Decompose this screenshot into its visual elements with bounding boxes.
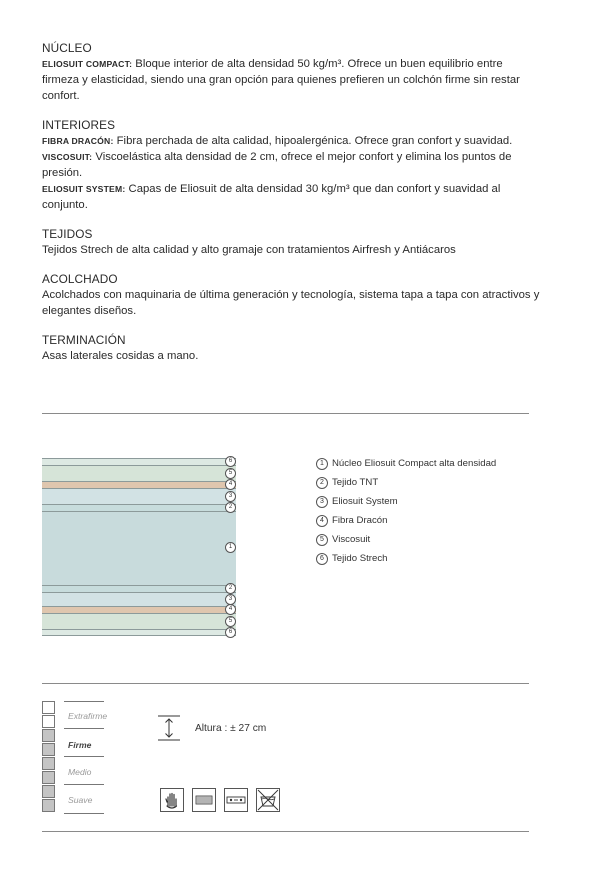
inline-label: FIBRA DRACÓN: (42, 136, 114, 146)
section-text: Asas laterales cosidas a mano. (42, 350, 199, 362)
divider-bottom (42, 831, 529, 832)
ventilation-icon (224, 788, 248, 812)
firmness-divider (64, 728, 104, 729)
firmness-divider (64, 784, 104, 785)
firmness-divider (64, 756, 104, 757)
layer-strech-bottom (42, 629, 236, 636)
legend-item (316, 553, 496, 572)
layer-core (42, 511, 236, 585)
section-interiores (42, 117, 542, 213)
legend-number: 2 (316, 477, 328, 489)
section-line (42, 181, 542, 213)
textile-icon (192, 788, 216, 812)
inline-text: Capas de Eliosuit de alta densidad 30 kg/m³ que dan confort y suavidad al conjunto. (42, 183, 501, 211)
inline-text: Fibra perchada de alta calidad, hipoalergénica. Ofrece gran confort y suavidad. (113, 135, 513, 147)
firmness-divider (64, 701, 104, 702)
legend-number: 5 (316, 534, 328, 546)
firmness-label: Firme (68, 740, 92, 750)
inline-text: Bloque interior de alta densidad 50 kg/m³. Ofrece un buen equilibrio entre firmeza y elasticidad, siendo una gran opción para quienes prefieren un colchón firme sin restar confort. (42, 58, 520, 102)
firmness-box (42, 799, 55, 812)
layer-number: 3 (225, 594, 236, 605)
legend-label: Núcleo Eliosuit Compact alta densidad (332, 458, 497, 469)
legend-item (316, 458, 496, 477)
mattress-layer-diagram (42, 458, 236, 636)
section-title: TEJIDOS (42, 227, 93, 241)
section-title: TERMINACIÓN (42, 333, 126, 347)
layer-number: 2 (225, 502, 236, 513)
firmness-box (42, 785, 55, 798)
layer-number: 4 (225, 604, 236, 615)
inline-text: Viscoelástica alta densidad de 2 cm, ofrece el mejor confort y elimina los puntos de presión. (42, 151, 512, 179)
divider-middle (42, 683, 529, 684)
layer-number: 4 (225, 479, 236, 490)
section-title: ACOLCHADO (42, 272, 118, 286)
legend-label: Viscosuit (332, 534, 371, 545)
layer-strech-top (42, 458, 236, 465)
legend-number: 6 (316, 553, 328, 565)
section-title: NÚCLEO (42, 41, 92, 55)
hand-wash-icon (160, 788, 184, 812)
layer-number: 6 (225, 456, 236, 467)
firmness-box (42, 715, 55, 728)
firmness-label: Medio (68, 767, 92, 777)
legend-number: 4 (316, 515, 328, 527)
section-text: Acolchados con maquinaria de última generación y tecnología, sistema tapa a tapa con atractivos y elegantes diseños. (42, 289, 540, 317)
legend-label: Tejido Strech (332, 553, 388, 564)
layer-system-top (42, 488, 236, 504)
firmness-box (42, 701, 55, 714)
section-nucleo (42, 40, 542, 104)
firmness-box (42, 743, 55, 756)
layer-legend (316, 458, 496, 572)
layer-dracon-top (42, 481, 236, 488)
legend-item (316, 534, 496, 553)
inline-label: ELIOSUIT SYSTEM: (42, 184, 126, 194)
section-line (42, 133, 542, 149)
firmness-box (42, 771, 55, 784)
inline-label: VISCOSUIT: (42, 152, 93, 162)
layer-system-bottom (42, 592, 236, 606)
legend-item (316, 477, 496, 496)
firmness-label: Extrafirme (68, 711, 108, 721)
layer-number: 1 (225, 542, 236, 553)
height-value: Altura : ± 27 cm (195, 723, 267, 734)
section-tejidos (42, 226, 542, 258)
firmness-box (42, 757, 55, 770)
section-title: INTERIORES (42, 118, 116, 132)
legend-label: Tejido TNT (332, 477, 379, 488)
layer-dracon-bottom (42, 606, 236, 613)
legend-number: 1 (316, 458, 328, 470)
layer-number: 2 (225, 583, 236, 594)
section-text: Tejidos Strech de alta calidad y alto gramaje con tratamientos Airfresh y Antiácaros (42, 244, 456, 256)
inline-label: ELIOSUIT COMPACT: (42, 59, 133, 69)
layer-number: 5 (225, 468, 236, 479)
layer-tnt-top (42, 504, 236, 511)
legend-label: Fibra Dracón (332, 515, 388, 526)
layer-number: 5 (225, 616, 236, 627)
layer-number: 6 (225, 627, 236, 638)
layer-number: 3 (225, 491, 236, 502)
specifications (42, 40, 542, 377)
firmness-label: Suave (68, 795, 93, 805)
section-line (42, 149, 542, 181)
firmness-divider (64, 813, 104, 814)
divider-top (42, 413, 529, 414)
section-acolchado (42, 271, 542, 319)
layer-viscosuit-bottom (42, 613, 236, 629)
legend-item (316, 515, 496, 534)
layer-tnt-bottom (42, 585, 236, 592)
layer-viscosuit-top (42, 465, 236, 481)
height-arrow-icon (157, 715, 181, 741)
legend-item (316, 496, 496, 515)
firmness-box (42, 729, 55, 742)
do-not-wash-icon (256, 788, 280, 812)
legend-label: Eliosuit System (332, 496, 398, 507)
legend-number: 3 (316, 496, 328, 508)
section-text (42, 56, 542, 104)
section-terminacion (42, 332, 542, 364)
